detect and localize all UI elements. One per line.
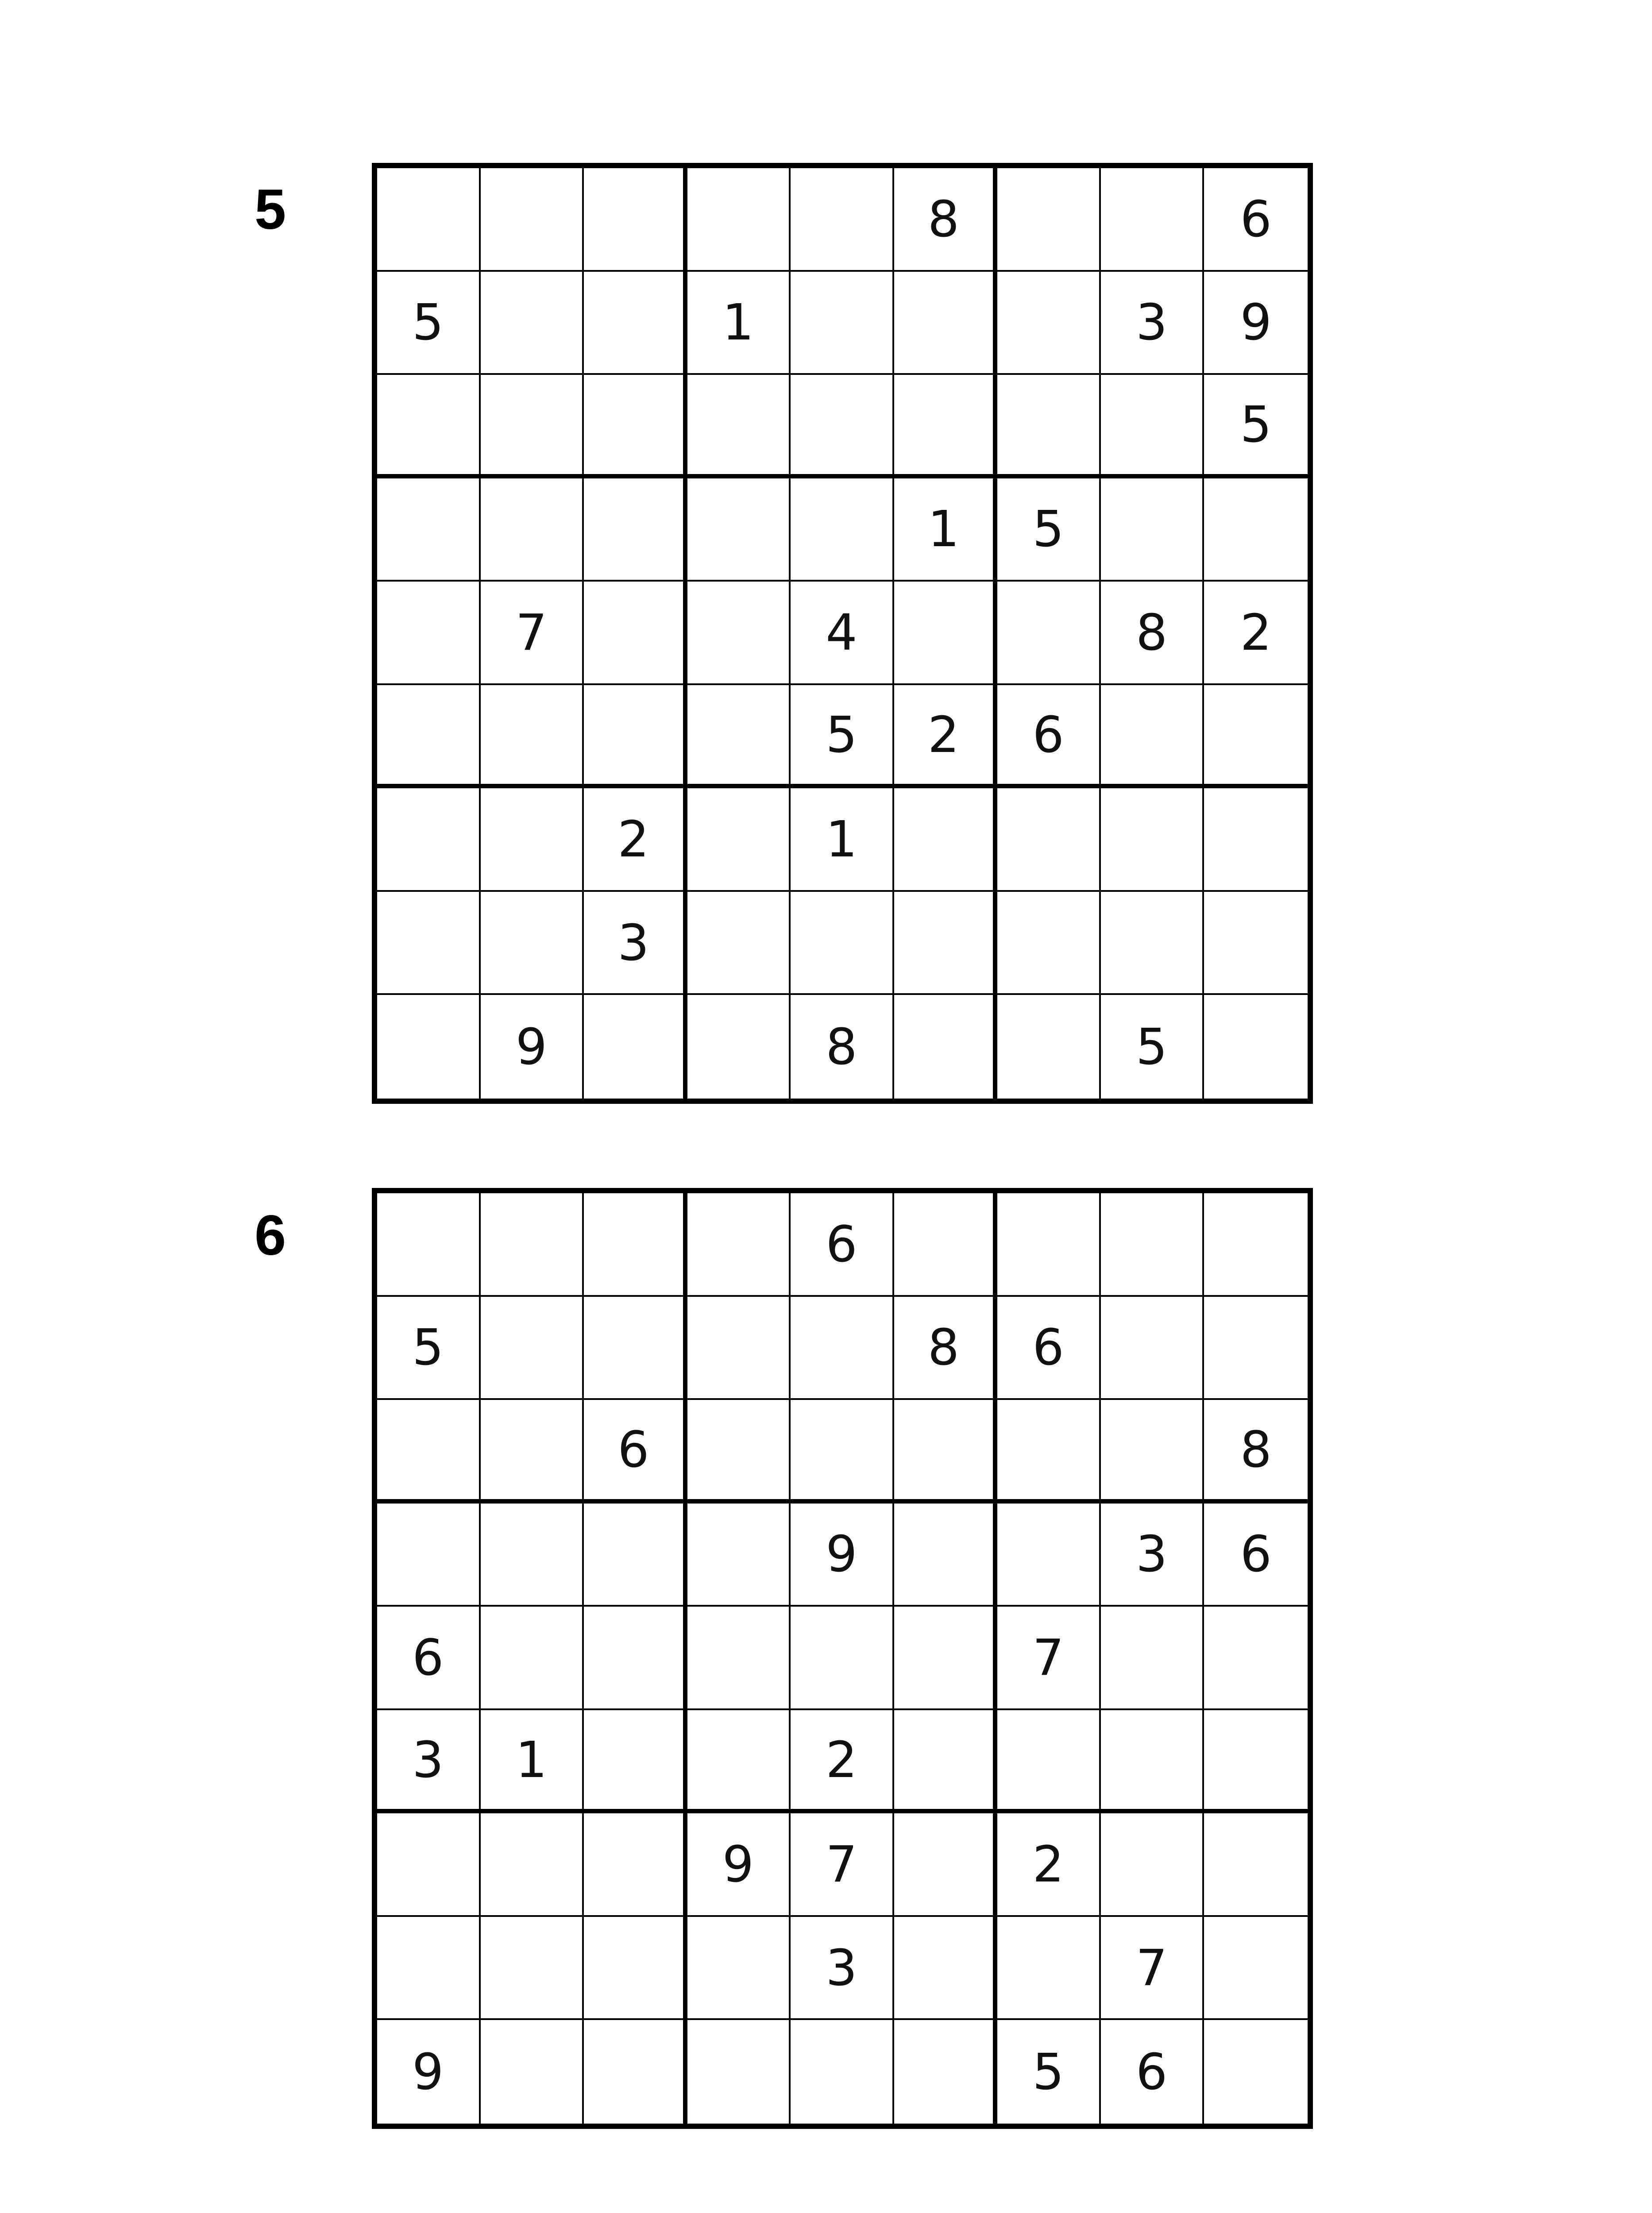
sudoku-grid [372, 163, 1313, 1104]
grid-cell[interactable] [1204, 2020, 1308, 2124]
grid-cell[interactable]: 9 [481, 995, 584, 1099]
grid-cell[interactable] [687, 1193, 791, 1297]
grid-cell[interactable] [894, 1607, 998, 1710]
grid-cell[interactable] [997, 788, 1101, 892]
grid-cell[interactable] [894, 892, 998, 995]
grid-cell[interactable] [791, 168, 894, 272]
grid-cell[interactable] [1101, 788, 1204, 892]
grid-cell[interactable] [1204, 1297, 1308, 1400]
grid-cell[interactable] [377, 1917, 481, 2020]
grid-cell[interactable] [687, 788, 791, 892]
grid-cell[interactable] [1101, 168, 1204, 272]
grid-cell[interactable] [1101, 892, 1204, 995]
grid-cell[interactable] [481, 1193, 584, 1297]
grid-cell[interactable] [791, 272, 894, 375]
grid-cell[interactable]: 9 [791, 1504, 894, 1607]
grid-cell[interactable] [894, 788, 998, 892]
grid-cell[interactable] [687, 582, 791, 685]
grid-cell[interactable] [377, 168, 481, 272]
grid-cell[interactable] [997, 1710, 1101, 1814]
grid-cell[interactable]: 6 [1101, 2020, 1204, 2124]
grid-cell[interactable] [997, 892, 1101, 995]
grid-cell[interactable] [1101, 1710, 1204, 1814]
grid-cell[interactable]: 3 [377, 1710, 481, 1814]
grid-cell[interactable] [1204, 788, 1308, 892]
grid-cell[interactable] [1204, 1710, 1308, 1814]
grid-cell[interactable] [584, 1297, 687, 1400]
grid-cell[interactable] [997, 272, 1101, 375]
grid-cell[interactable]: 8 [894, 1297, 998, 1400]
grid-cell[interactable] [584, 685, 687, 789]
grid-cell[interactable]: 6 [1204, 1504, 1308, 1607]
grid-cell[interactable]: 2 [791, 1710, 894, 1814]
grid-cell[interactable] [687, 1917, 791, 2020]
grid-cell[interactable]: 6 [791, 1193, 894, 1297]
grid-cell[interactable] [1101, 685, 1204, 789]
grid-cell[interactable]: 8 [1101, 582, 1204, 685]
grid-cell[interactable] [584, 1607, 687, 1710]
grid-cell[interactable] [894, 1917, 998, 2020]
grid-cell[interactable]: 6 [377, 1607, 481, 1710]
grid-cell[interactable] [377, 1504, 481, 1607]
grid-cell[interactable]: 6 [997, 685, 1101, 789]
grid-cell[interactable] [791, 478, 894, 582]
grid-cell[interactable] [1101, 375, 1204, 478]
grid-cell[interactable] [584, 1193, 687, 1297]
grid-cell[interactable]: 4 [791, 582, 894, 685]
grid-cell[interactable] [997, 1400, 1101, 1504]
grid-cell[interactable]: 7 [481, 582, 584, 685]
grid-cell[interactable] [687, 685, 791, 789]
grid-cell[interactable] [894, 582, 998, 685]
grid-cell[interactable] [687, 168, 791, 272]
grid-cell[interactable] [687, 2020, 791, 2124]
grid-cell[interactable] [894, 2020, 998, 2124]
puzzle-number: 6 [255, 1204, 286, 1267]
sudoku-grid [372, 1188, 1313, 2129]
grid-cell[interactable]: 3 [1101, 1504, 1204, 1607]
grid-cell[interactable] [687, 1607, 791, 1710]
grid-cell[interactable] [481, 1813, 584, 1917]
grid-cell[interactable] [481, 892, 584, 995]
grid-cell[interactable] [1101, 1607, 1204, 1710]
grid-cell[interactable] [791, 375, 894, 478]
grid-cell[interactable] [1204, 478, 1308, 582]
grid-cell[interactable] [997, 1193, 1101, 1297]
grid-cell[interactable]: 9 [1204, 272, 1308, 375]
grid-cell[interactable] [1204, 1193, 1308, 1297]
grid-cell[interactable] [997, 375, 1101, 478]
grid-cell[interactable] [481, 1607, 584, 1710]
grid-cell[interactable] [584, 1504, 687, 1607]
grid-cell[interactable] [584, 1813, 687, 1917]
grid-cell[interactable] [894, 1504, 998, 1607]
grid-cell[interactable]: 3 [791, 1917, 894, 2020]
grid-cell[interactable] [377, 788, 481, 892]
grid-cell[interactable] [377, 1193, 481, 1297]
grid-cell[interactable]: 9 [377, 2020, 481, 2124]
grid-cell[interactable] [894, 1710, 998, 1814]
grid-cell[interactable] [377, 478, 481, 582]
grid-cell[interactable] [377, 1400, 481, 1504]
grid-cell[interactable] [377, 892, 481, 995]
grid-cell[interactable] [584, 582, 687, 685]
grid-cell[interactable] [1101, 1193, 1204, 1297]
puzzle-number: 5 [255, 178, 286, 241]
grid-cell[interactable] [894, 1193, 998, 1297]
grid-cell[interactable] [687, 995, 791, 1099]
grid-cell[interactable]: 5 [791, 685, 894, 789]
grid-cell[interactable] [1204, 1607, 1308, 1710]
grid-cell[interactable] [687, 1400, 791, 1504]
grid-cell[interactable] [1204, 1813, 1308, 1917]
grid-cell[interactable] [481, 685, 584, 789]
grid-cell[interactable]: 2 [997, 1813, 1101, 1917]
grid-cell[interactable] [377, 582, 481, 685]
grid-cell[interactable] [791, 2020, 894, 2124]
grid-cell[interactable] [687, 1504, 791, 1607]
grid-cell[interactable]: 7 [791, 1813, 894, 1917]
grid-cell[interactable] [894, 1813, 998, 1917]
grid-cell[interactable] [481, 168, 584, 272]
grid-cell[interactable] [791, 1297, 894, 1400]
grid-cell[interactable]: 5 [997, 2020, 1101, 2124]
grid-cell[interactable] [481, 1504, 584, 1607]
grid-cell[interactable] [584, 2020, 687, 2124]
grid-cell[interactable] [894, 375, 998, 478]
grid-cell[interactable]: 8 [894, 168, 998, 272]
grid-cell[interactable] [584, 478, 687, 582]
grid-cell[interactable] [481, 1917, 584, 2020]
grid-cell[interactable] [997, 1504, 1101, 1607]
grid-cell[interactable]: 9 [687, 1813, 791, 1917]
grid-cell[interactable] [584, 168, 687, 272]
grid-cell[interactable]: 3 [584, 892, 687, 995]
grid-cell[interactable] [894, 272, 998, 375]
grid-cell[interactable]: 7 [997, 1607, 1101, 1710]
grid-cell[interactable]: 6 [997, 1297, 1101, 1400]
grid-cell[interactable] [687, 1297, 791, 1400]
grid-cell[interactable] [791, 1607, 894, 1710]
grid-cell[interactable] [687, 478, 791, 582]
grid-cell[interactable] [1204, 1917, 1308, 2020]
grid-cell[interactable] [481, 1400, 584, 1504]
grid-cell[interactable] [997, 168, 1101, 272]
grid-cell[interactable] [894, 1400, 998, 1504]
grid-cell[interactable]: 5 [377, 272, 481, 375]
grid-cell[interactable]: 5 [997, 478, 1101, 582]
grid-cell[interactable]: 8 [791, 995, 894, 1099]
grid-cell[interactable] [584, 272, 687, 375]
grid-cell[interactable] [687, 375, 791, 478]
grid-cell[interactable] [791, 1400, 894, 1504]
grid-cell[interactable]: 1 [481, 1710, 584, 1814]
grid-cell[interactable] [1204, 892, 1308, 995]
grid-cell[interactable]: 2 [584, 788, 687, 892]
grid-cell[interactable]: 1 [894, 478, 998, 582]
grid-cell[interactable] [894, 995, 998, 1099]
grid-cell[interactable] [1101, 478, 1204, 582]
grid-cell[interactable] [377, 1813, 481, 1917]
grid-cell[interactable] [687, 1710, 791, 1814]
grid-cell[interactable]: 2 [1204, 582, 1308, 685]
grid-cell[interactable] [1101, 1813, 1204, 1917]
grid-cell[interactable] [997, 995, 1101, 1099]
grid-cell[interactable] [481, 2020, 584, 2124]
grid-cell[interactable] [377, 995, 481, 1099]
grid-cell[interactable]: 2 [894, 685, 998, 789]
grid-cell[interactable] [1101, 1400, 1204, 1504]
grid-cell[interactable] [584, 1917, 687, 2020]
grid-cell[interactable] [1101, 1297, 1204, 1400]
grid-cell[interactable] [791, 892, 894, 995]
grid-cell[interactable]: 6 [584, 1400, 687, 1504]
grid-cell[interactable] [481, 1297, 584, 1400]
grid-cell[interactable]: 3 [1101, 272, 1204, 375]
grid-cell[interactable]: 5 [1101, 995, 1204, 1099]
grid-cell[interactable] [1204, 685, 1308, 789]
grid-cell[interactable] [997, 582, 1101, 685]
grid-cell[interactable] [584, 1710, 687, 1814]
grid-cell[interactable]: 7 [1101, 1917, 1204, 2020]
grid-cell[interactable]: 5 [377, 1297, 481, 1400]
grid-cell[interactable]: 1 [791, 788, 894, 892]
grid-cell[interactable] [481, 478, 584, 582]
grid-cell[interactable] [481, 375, 584, 478]
grid-cell[interactable] [687, 892, 791, 995]
grid-cell[interactable] [481, 788, 584, 892]
grid-cell[interactable] [377, 375, 481, 478]
grid-cell[interactable] [481, 272, 584, 375]
grid-cell[interactable] [584, 375, 687, 478]
grid-cell[interactable] [377, 685, 481, 789]
grid-cell[interactable]: 6 [1204, 168, 1308, 272]
grid-cell[interactable] [584, 995, 687, 1099]
grid-cell[interactable] [997, 1917, 1101, 2020]
grid-cell[interactable]: 1 [687, 272, 791, 375]
grid-cell[interactable] [1204, 995, 1308, 1099]
grid-cell[interactable]: 8 [1204, 1400, 1308, 1504]
grid-cell[interactable]: 5 [1204, 375, 1308, 478]
